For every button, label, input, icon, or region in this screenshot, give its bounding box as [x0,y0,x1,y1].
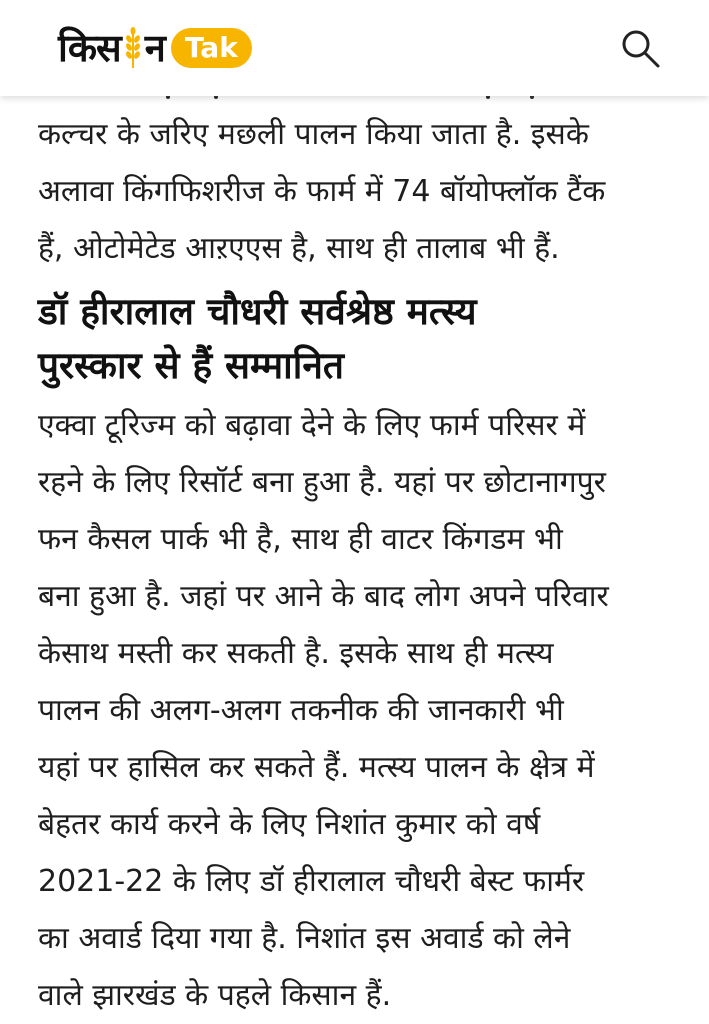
text-line: हैं, ओटोमेटेड आऱएएस है, साथ ही तालाब भी हैं. [38,231,560,266]
text-line: बेहतर कार्य करने के लिए निशांत कुमार को वर्ष [38,807,541,842]
logo-text-part-1: किस [58,26,121,70]
text-line: यहां पर हासिल कर सकते हैं. मत्स्य पालन के क्षेत्र में [38,750,595,785]
text-line: फन कैसल पार्क भी है, साथ ही वाटर किंगडम भी [38,522,563,557]
body-paragraph [38,397,678,1024]
text-line: केसाथ मस्ती कर सकती है. इसके साथ ही मत्स्य [38,636,554,671]
text-line: वाले झारखंड के पहले किसान हैं. [38,978,392,1013]
logo-text-part-2: न [144,26,165,70]
heading-line: डॉ हीरालाल चौधरी सर्वश्रेष्ठ मत्स्य [38,290,477,333]
heading-line: पुरस्कार से हैं सम्मानित [38,344,344,387]
text-line: रहने के लिए रिसॉर्ट बना हुआ है. यहां पर छोटानागपुर [38,465,606,500]
section-heading [38,285,678,393]
intro-paragraph [38,106,678,277]
clipped-text-line [0,96,709,102]
text-line: एक्वा टूरिज्म को बढ़ावा देने के लिए फार्म परिसर में [38,408,586,443]
article-body [38,106,678,1024]
wheat-icon [123,26,143,70]
logo-badge: Tak [171,28,252,68]
site-logo[interactable] [58,20,252,76]
text-line: का अवार्ड दिया गया है. निशांत इस अवार्ड को लेने [38,921,571,956]
text-line: पालन की अलग-अलग तकनीक की जानकारी भी [38,693,564,728]
text-line: कल्चर के जरिए मछली पालन किया जाता है. इसके [38,117,589,152]
text-line: 2021-22 के लिए डॉ हीरालाल चौधरी बेस्ट फार्मर [38,864,585,899]
search-icon[interactable] [618,26,662,70]
site-header [0,0,709,96]
text-line: अलावा किंगफिशरीज के फार्म में 74 बॉयोफ्लॉक टैंक [38,174,606,209]
text-line: बना हुआ है. जहां पर आने के बाद लोग अपने परिवार [38,579,609,614]
